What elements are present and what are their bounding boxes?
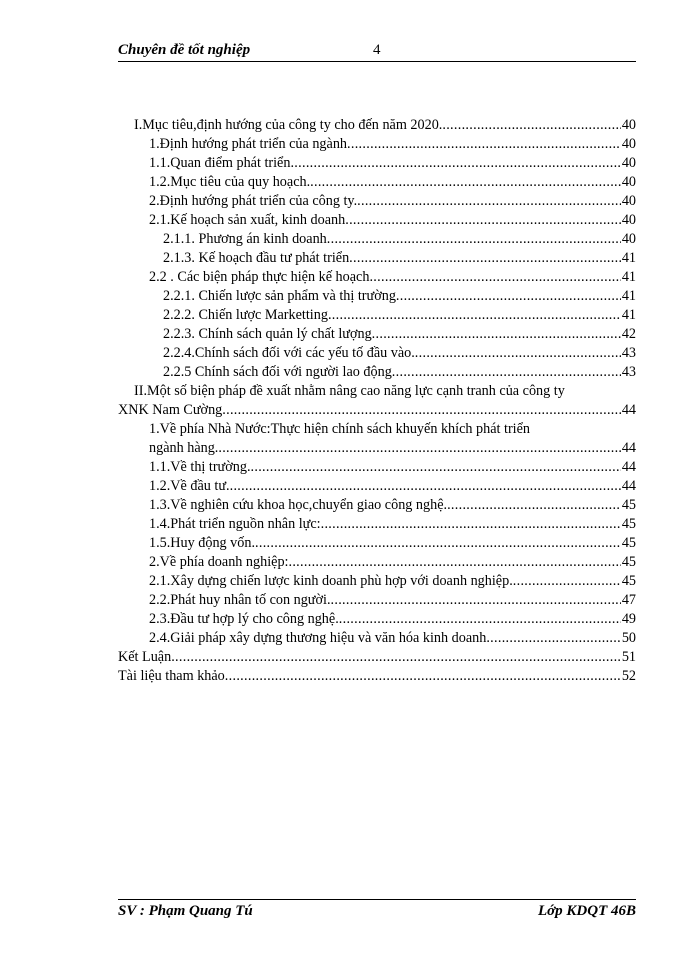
toc-entry-2-1: 2.1.Kế hoạch sản xuất, kinh doanh ..... 40 — [149, 211, 636, 229]
toc-entry-2-2-5: 2.2.5 Chính sách đối với người lao động ..... 43 — [163, 363, 636, 381]
toc-entry-ii-2-1: 2.1.Xây dựng chiến lược kinh doanh phù hợp với doanh nghiệp. ..... 45 — [149, 572, 636, 590]
footer-class: Lớp KDQT 46B — [537, 903, 636, 919]
toc-entry-2-2-2: 2.2.2. Chiến lược Marketting ..... 41 — [163, 306, 636, 324]
toc-entry-part-2-line-1: II.Một số biện pháp đề xuất nhằm nâng cao năng lực cạnh tranh của công ty — [134, 383, 565, 399]
toc-entry-1: 1.Định hướng phát triển của ngành ..... 40 — [149, 135, 636, 153]
footer-divider — [118, 899, 636, 900]
toc-entry-ii-1-2: 1.2.Về đầu tư. ..... 44 — [149, 477, 636, 495]
toc-entry-ii-1-5: 1.5.Huy động vốn. ..... 45 — [149, 534, 636, 552]
footer-student-name: SV : Phạm Quang Tú — [118, 903, 253, 919]
document-title: Chuyên đề tốt nghiệp — [118, 42, 251, 58]
toc-entry-ii-2-4: 2.4.Giải pháp xây dựng thương hiệu và văn hóa kinh doanh ..... 50 — [149, 629, 636, 647]
toc-entry-references: Tài liệu tham khảo ..... 52 — [118, 667, 636, 685]
toc-entry-2-2-1: 2.2.1. Chiến lược sản phẩm và thị trường ..... 41 — [163, 287, 636, 305]
toc-entry-ii-2: 2.Về phía doanh nghiệp: ..... 45 — [149, 553, 636, 571]
toc-entry-1-2: 1.2.Mục tiêu của quy hoạch. ..... 40 — [149, 173, 636, 191]
toc-entry-2-2: 2.2 . Các biện pháp thực hiện kế hoạch ..... 41 — [149, 268, 636, 286]
toc-entry-2-2-3: 2.2.3. Chính sách quản lý chất lượng ..... 42 — [163, 325, 636, 343]
header-divider — [118, 61, 636, 62]
toc-entry-ii-1-line-2: ngành hàng. ..... 44 — [149, 439, 636, 457]
toc-entry-ii-2-3: 2.3.Đầu tư hợp lý cho công nghệ. ..... 49 — [149, 610, 636, 628]
toc-entry-2-2-4: 2.2.4.Chính sách đối với các yếu tố đầu vào. ..... 43 — [163, 344, 636, 362]
toc-entry-part-1: I.Mục tiêu,định hướng của công ty cho đến năm 2020. ..... 40 — [134, 116, 636, 134]
page-header — [118, 38, 636, 62]
toc-entry-ii-1-1: 1.1.Về thị trường. ..... 44 — [149, 458, 636, 476]
toc-entry-1-1: 1.1.Quan điểm phát triển ..... 40 — [149, 154, 636, 172]
toc-entry-ii-1-4: 1.4.Phát triển nguồn nhân lực: ..... 45 — [149, 515, 636, 533]
toc-entry-2-1-3: 2.1.3. Kế hoạch đầu tư phát triển ..... 41 — [163, 249, 636, 267]
toc-entry-ii-1-3: 1.3.Về nghiên cứu khoa học,chuyển giao công nghệ. ..... 45 — [149, 496, 636, 514]
page-number: 4 — [373, 42, 381, 58]
toc-entry-ii-2-2: 2.2.Phát huy nhân tố con người. ..... 47 — [149, 591, 636, 609]
toc-entry-ii-1-line-1: 1.Về phía Nhà Nước:Thực hiện chính sách khuyến khích phát triển — [149, 421, 531, 437]
toc-entry-2-1-1: 2.1.1. Phương án kinh doanh ..... 40 — [163, 230, 636, 248]
toc-entry-part-2-line-2: XNK Nam Cường ..... 44 — [118, 401, 636, 419]
toc-entry-2: 2.Định hướng phát triển của công ty. ..... 40 — [149, 192, 636, 210]
toc-entry-conclusion: Kết Luận ..... 51 — [118, 648, 636, 666]
